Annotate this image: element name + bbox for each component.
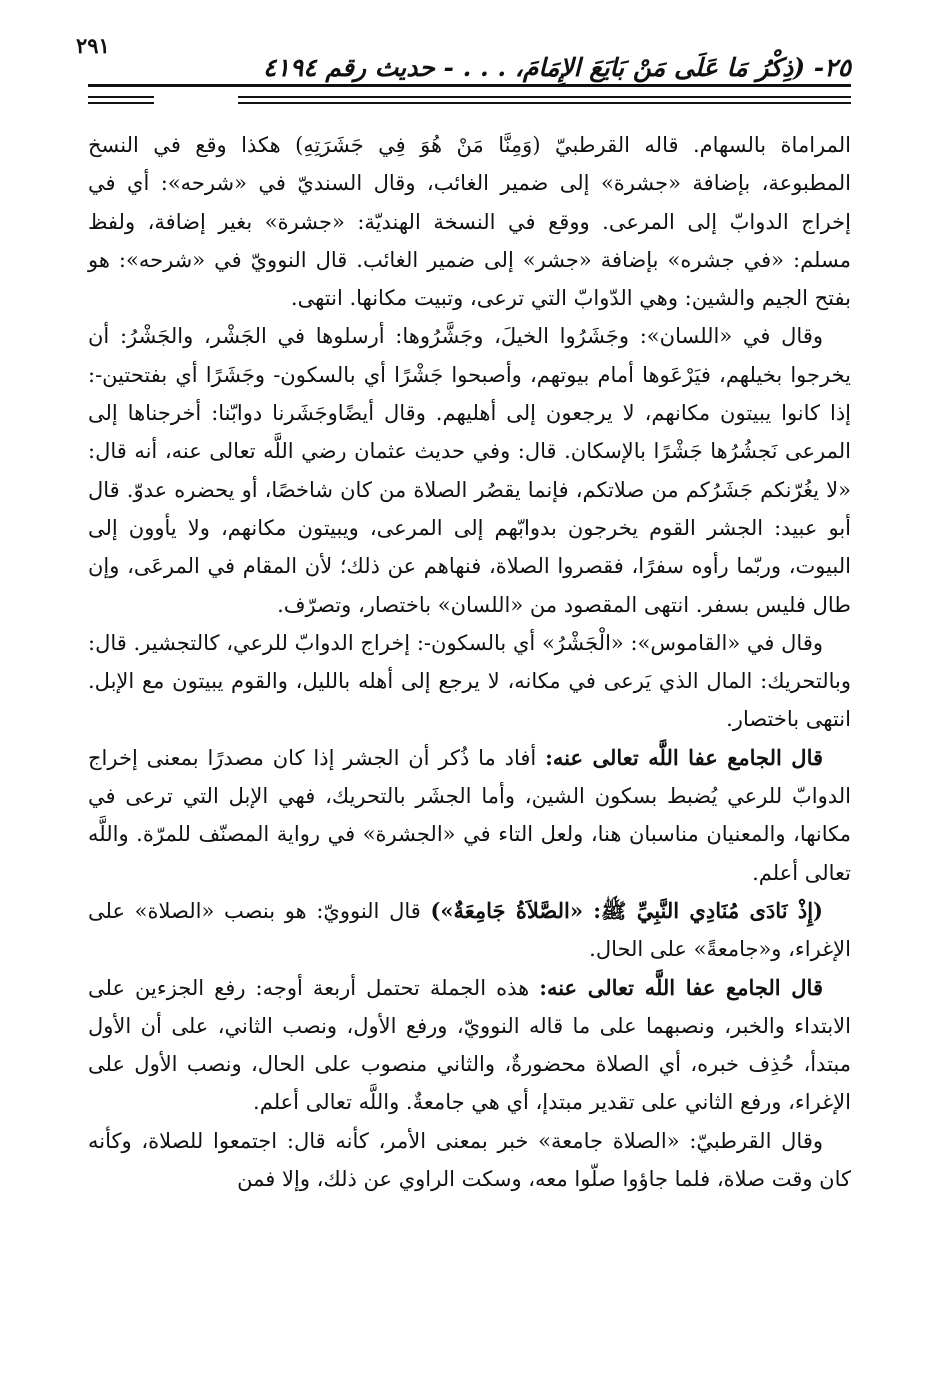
paragraph-text: أفاد ما ذُكر أن الجشر إذا كان مصدرًا بمعنى إخراج الدوابّ للرعي يُضبط بسكون الشين، وأما الجشَر بالتحريك، فهي الإبل التي ترعى في مكانها، والمعنيان مناسبان هنا، ولعل التاء في «الجشرة» في رواية المصنّف للمرّة. واللَّه تعالى أعلم. [88, 745, 851, 885]
paragraph-commentary-jashara [88, 126, 851, 317]
paragraph-text: وقال في «القاموس»: «الْجَشْرُ» أي بالسكون-: إخراج الدوابّ للرعي، كالتجشير. قال: وبالتحريك: المال الذي يَرعى في مكانه، لا يرجع إلى أهله بالليل، والقوم يبيتون مع الإبل. انتهى باختصار. [88, 630, 851, 732]
paragraph-qurtubi [88, 1122, 851, 1199]
running-title: ٢٥- (ذِكْرُ مَا عَلَى مَنْ بَايَعَ الإِمَامَ، . . . - حديث رقم ٤١٩٤ [262, 53, 851, 82]
paragraph-lead: قال الجامع عفا اللَّه تعالى عنه: [545, 744, 824, 770]
page-number: ٢٩١ [76, 33, 110, 58]
page-number-rule-right [238, 96, 851, 108]
paragraph-text: وقال في «اللسان»: وجَشَرُوا الخيلَ، وجَشَّرُوها: أرسلوها في الجَشْر، والجَشْرُ: أن يخرجوا بخيلهم، فيَرْعَوها أمام بيوتهم، وأصبحوا جَشْرًا أي بالسكون- وجَشَرًا أي بفتحتين-: إذا كانوا يبيتون مكانهم، لا يرجعون إلى أهليهم. وقال أيضًاوجَشَرنا دوابّنا: أخرجناها إلى المرعى نَجشُرُها جَشْرًا بالإسكان. قال: وفي حديث عثمان رضي اللَّه تعالى عنه، أنه قال: «لا يغُرّنكم جَشَرُكم من صلاتكم، فإنما يقصُر الصلاة من كان شاخصًا، أو يحضره عدوّ. قال أبو عبيد: الجشر القوم يخرجون بدوابّهم إلى المرعى، ويبيتون مكانهم، ولا يأوون إلى البيوت، وربّما رأوه سفرًا، فقصروا الصلاة، فنهاهم عن ذلك؛ لأن المقام في المرعَى، وإن طال فليس بسفر. انتهى المقصود من «اللسان» باختصار، وتصرّف. [88, 324, 851, 617]
paragraph-compiler-note-1 [88, 739, 851, 892]
paragraph-compiler-note-2 [88, 969, 851, 1122]
paragraph-text: هذه الجملة تحتمل أربعة أوجه: رفع الجزءين على الابتداء والخبر، ونصبهما على ما قاله النوويّ، ورفع الأول، ونصب الثاني، على أن الأول مبتدأ، حُذِف خبره، أي الصلاة محضورةٌ، والثاني منصوب على الحال، ونصب الأول على الإغراء، ورفع الثاني على تقدير مبتدإ، أي هي جامعةٌ. واللَّه تعالى أعلم. [88, 975, 851, 1115]
body-text [88, 126, 851, 1198]
paragraph-text: وقال القرطبيّ: «الصلاة جامعة» خبر بمعنى الأمر، كأنه قال: اجتمعوا للصلاة، وكأنه كان وقت صلاة، فلما جاؤوا صلّوا معه، وسكت الراوي عن ذلك، وإلا فمن [88, 1128, 851, 1192]
paragraph-hadith-quote [88, 892, 851, 969]
paragraph-text: المراماة بالسهام. قاله القرطبيّ (وَمِنَّا مَنْ هُوَ فِي جَشَرَتِهِ) هكذا وقع في النسخ المطبوعة، بإضافة «جشرة» إلى ضمير الغائب، وقال السنديّ في «شرحه»: أي في إخراج الدوابّ إلى المرعى. ووقع في النسخة الهنديّة: «جشرة» بغير إضافة، ولفظ مسلم: «في جشره» بإضافة «جشر» إلى ضمير الغائب. قال النوويّ في «شرحه»: هو بفتح الجيم والشين: وهي الدّوابّ التي ترعى، وتبيت مكانها. انتهى. [88, 133, 851, 311]
paragraph-qamus-quote [88, 624, 851, 739]
header-rule [88, 84, 851, 87]
page-number-rule-left [88, 96, 154, 108]
paragraph-lisan-quote [88, 317, 851, 623]
paragraph-text: قال النوويّ: هو بنصب «الصلاة» على الإغراء، و«جامعةً» على الحال. [88, 898, 851, 962]
paragraph-lead: (إِذْ نَادَى مُنَادِي النَّبِيِّ ﷺ: «الصَّلاَةُ جَامِعَةٌ») [430, 897, 823, 923]
paragraph-lead: قال الجامع عفا اللَّه تعالى عنه: [539, 974, 823, 1000]
